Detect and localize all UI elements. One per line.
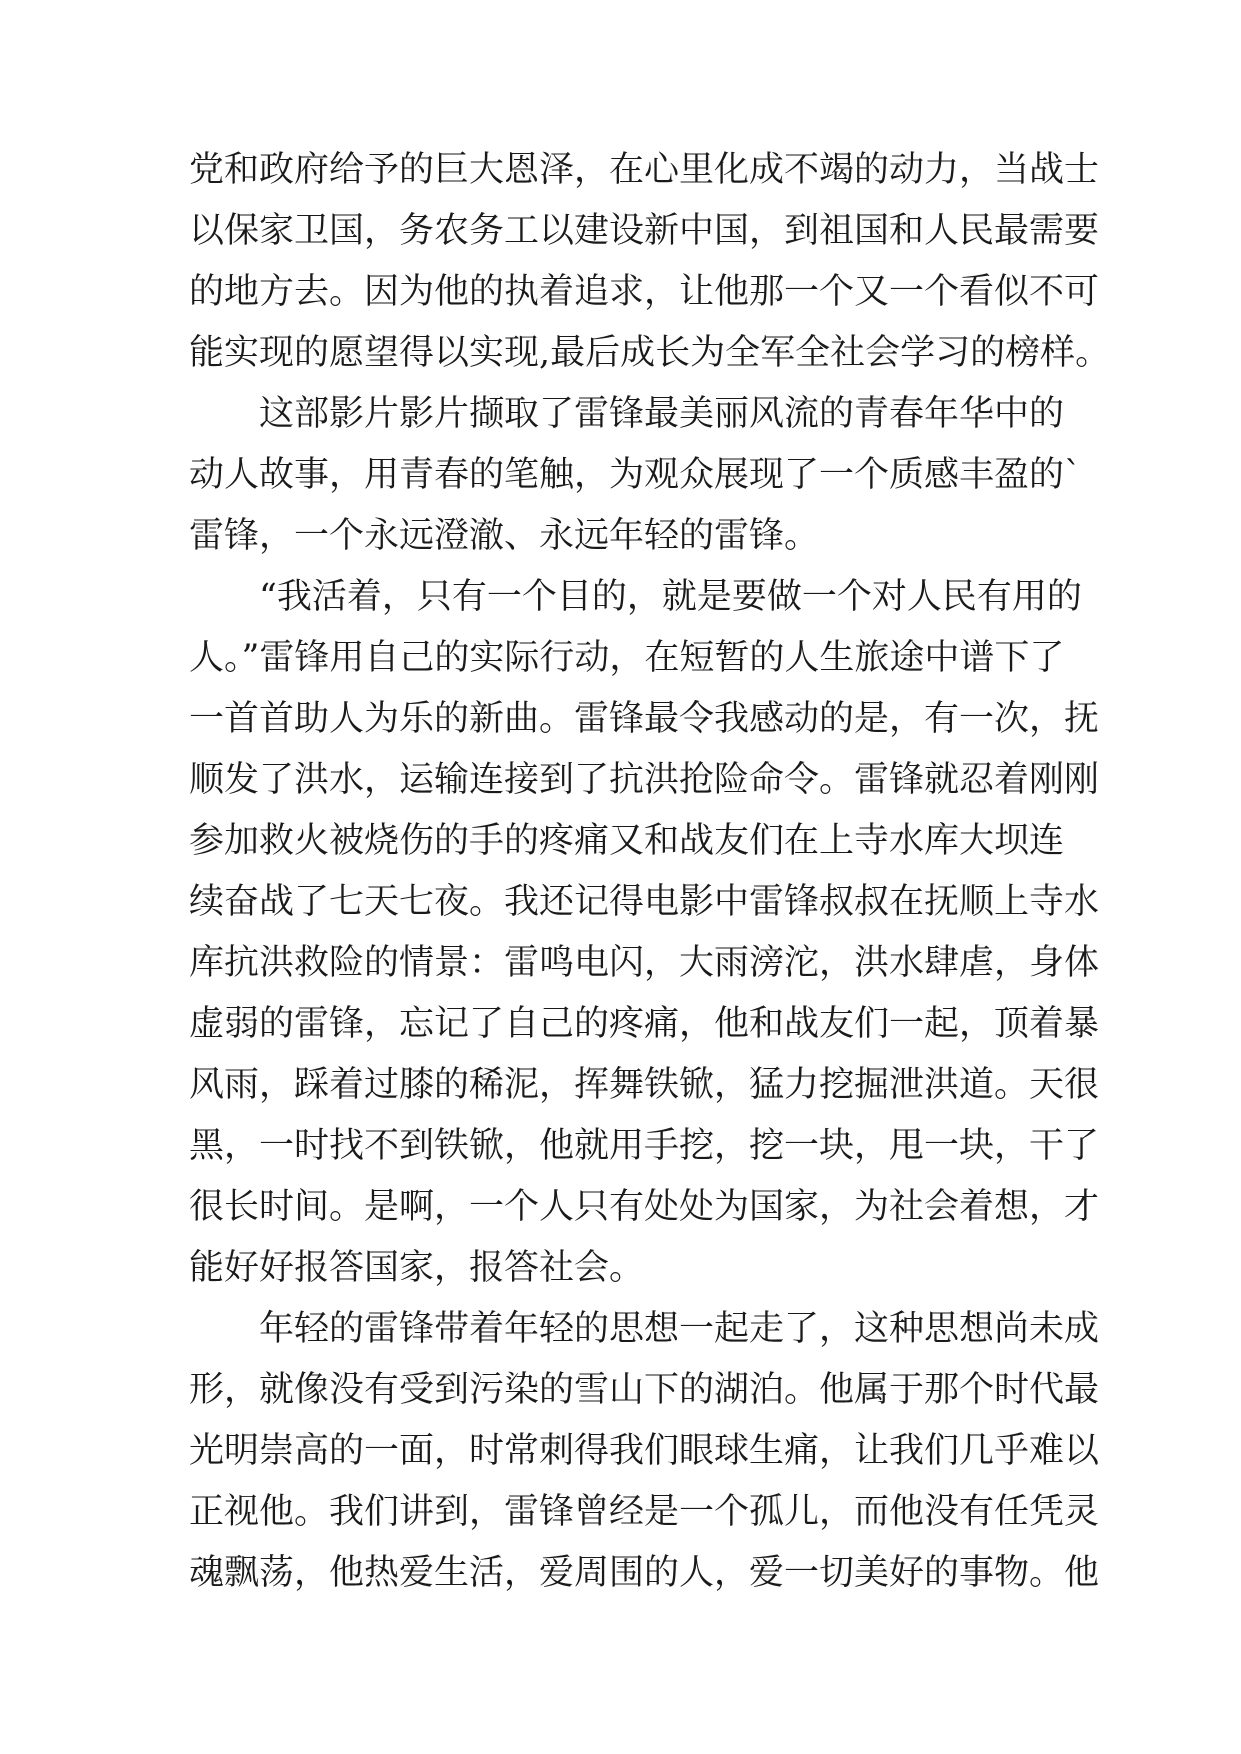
text-line: 光明崇高的一面，时常刺得我们眼球生痛，让我们几乎难以 xyxy=(189,1431,1100,1471)
text-line: 很长时间。是啊，一个人只有处处为国家，为社会着想，才 xyxy=(189,1187,1100,1227)
body-text xyxy=(189,140,1111,1604)
paragraph-first-line: “我活着，只有一个目的，就是要做一个对人民有用的 xyxy=(259,577,1082,617)
text-line: 人。”雷锋用自己的实际行动，在短暂的人生旅途中谱下了 xyxy=(189,638,1065,678)
text-line: 续奋战了七天七夜。我还记得电影中雷锋叔叔在抚顺上寺水 xyxy=(189,882,1100,922)
text-line: 以保家卫国，务农务工以建设新中国，到祖国和人民最需要 xyxy=(189,211,1100,251)
text-line: 黑，一时找不到铁锨，他就用手挖，挖一块，甩一块，干了 xyxy=(189,1126,1100,1166)
paragraph-first-line: 年轻的雷锋带着年轻的思想一起走了，这种思想尚未成 xyxy=(259,1309,1100,1349)
text-line: 魂飘荡，他热爱生活，爱周围的人，爱一切美好的事物。他 xyxy=(189,1553,1100,1593)
paragraph-last-line: 能好好报答国家，报答社会。 xyxy=(189,1248,645,1288)
text-line: 动人故事，用青春的笔触，为观众展现了一个质感丰盈的` xyxy=(189,455,1082,495)
text-line: 库抗洪救险的情景：雷鸣电闪，大雨滂沱，洪水肆虐，身体 xyxy=(189,943,1100,983)
text-line: 的地方去。因为他的执着追求，让他那一个又一个看似不可 xyxy=(189,272,1100,312)
text-line: 党和政府给予的巨大恩泽，在心里化成不竭的动力，当战士 xyxy=(189,150,1100,190)
paragraph-first-line: 这部影片影片撷取了雷锋最美丽风流的青春年华中的 xyxy=(259,394,1065,434)
text-line: 正视他。我们讲到，雷锋曾经是一个孤儿，而他没有任凭灵 xyxy=(189,1492,1100,1532)
text-line: 一首首助人为乐的新曲。雷锋最令我感动的是，有一次，抚 xyxy=(189,699,1100,739)
text-line: 虚弱的雷锋，忘记了自己的疼痛，他和战友们一起，顶着暴 xyxy=(189,1004,1100,1044)
text-line: 顺发了洪水，运输连接到了抗洪抢险命令。雷锋就忍着刚刚 xyxy=(189,760,1100,800)
text-line: 风雨，踩着过膝的稀泥，挥舞铁锨，猛力挖掘泄洪道。天很 xyxy=(189,1065,1100,1105)
text-line: 参加救火被烧伤的手的疼痛又和战友们在上寺水库大坝连 xyxy=(189,821,1065,861)
paragraph-last-line: 雷锋，一个永远澄澈、永远年轻的雷锋。 xyxy=(189,516,820,556)
text-line: 形，就像没有受到污染的雪山下的湖泊。他属于那个时代最 xyxy=(189,1370,1100,1410)
text-line: 能实现的愿望得以实现,最后成长为全军全社会学习的榜样。 xyxy=(189,333,1111,373)
